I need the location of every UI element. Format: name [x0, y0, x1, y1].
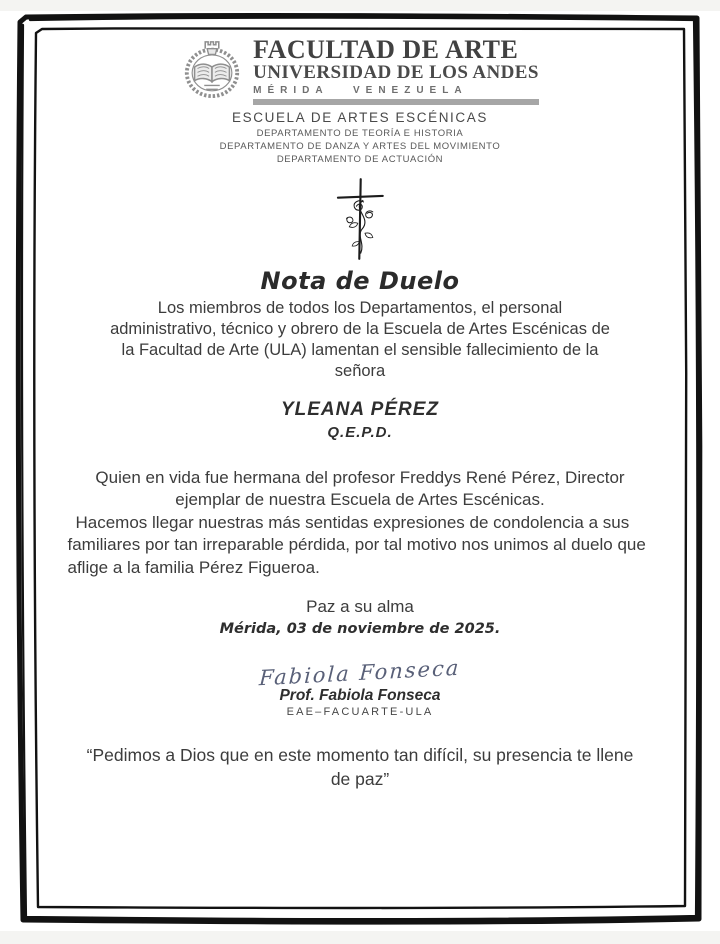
rip-abbreviation: Q.E.P.D. [327, 423, 393, 441]
school-block [40, 109, 680, 167]
date-line: Mérida, 03 de noviembre de 2025. [219, 621, 501, 638]
letterhead-divider-bar [253, 99, 539, 105]
letterhead [40, 34, 680, 104]
bottom-edge-strip [0, 931, 720, 944]
closing-quote: “Pedimos a Dios que en este momento tan difícil, su presencia te llene de paz” [86, 745, 634, 789]
top-edge-strip [0, 0, 720, 11]
intro-paragraph: Los miembros de todos los Departamentos, el personal administrativo, técnico y obrero de la Escuela de Artes Escénicas de la Facultad de Arte (ULA) lamentan el sensible fallecimiento de la señora [110, 298, 610, 381]
ula-seal-icon [181, 37, 243, 106]
condolence-paragraph: Hacemos llegar nuestras más sentidas expresiones de condolencia a sus familiares por tan irreparable pérdida, por tal motivo nos unimos al duelo que aflige a la familia Pérez Figueroa. [67, 512, 646, 577]
cross-with-rose-icon [40, 176, 680, 262]
city-country: MÉRIDA VENEZUELA [253, 85, 468, 97]
relation-paragraph: Quien en vida fue hermana del profesor Freddys René Pérez, Director ejemplar de nuestra Escuela de Artes Escénicas. [95, 467, 625, 509]
letterhead-text [253, 34, 539, 105]
signatory-name: Prof. Fabiola Fonseca [279, 687, 441, 705]
signature-block [40, 655, 680, 719]
deceased-name: YLEANA PÉREZ [280, 398, 440, 420]
notice-title: Nota de Duelo [260, 266, 460, 295]
faculty-name: FACULTAD DE ARTE [253, 34, 519, 64]
document-body [40, 34, 680, 914]
university-name: UNIVERSIDAD DE LOS ANDES [253, 62, 539, 84]
department-line: DEPARTAMENTO DE TEORÍA E HISTORIA [256, 127, 464, 139]
department-line: DEPARTAMENTO DE DANZA Y ARTES DEL MOVIMIENTO [219, 140, 501, 152]
school-name: ESCUELA DE ARTES ESCÉNICAS [232, 110, 488, 125]
handwritten-signature: Fabiola Fonseca [258, 655, 462, 691]
department-line: DEPARTAMENTO DE ACTUACIÓN [276, 154, 444, 166]
signatory-org: EAE–FACUARTE-ULA [286, 706, 434, 719]
farewell-line: Paz a su alma [306, 597, 414, 617]
